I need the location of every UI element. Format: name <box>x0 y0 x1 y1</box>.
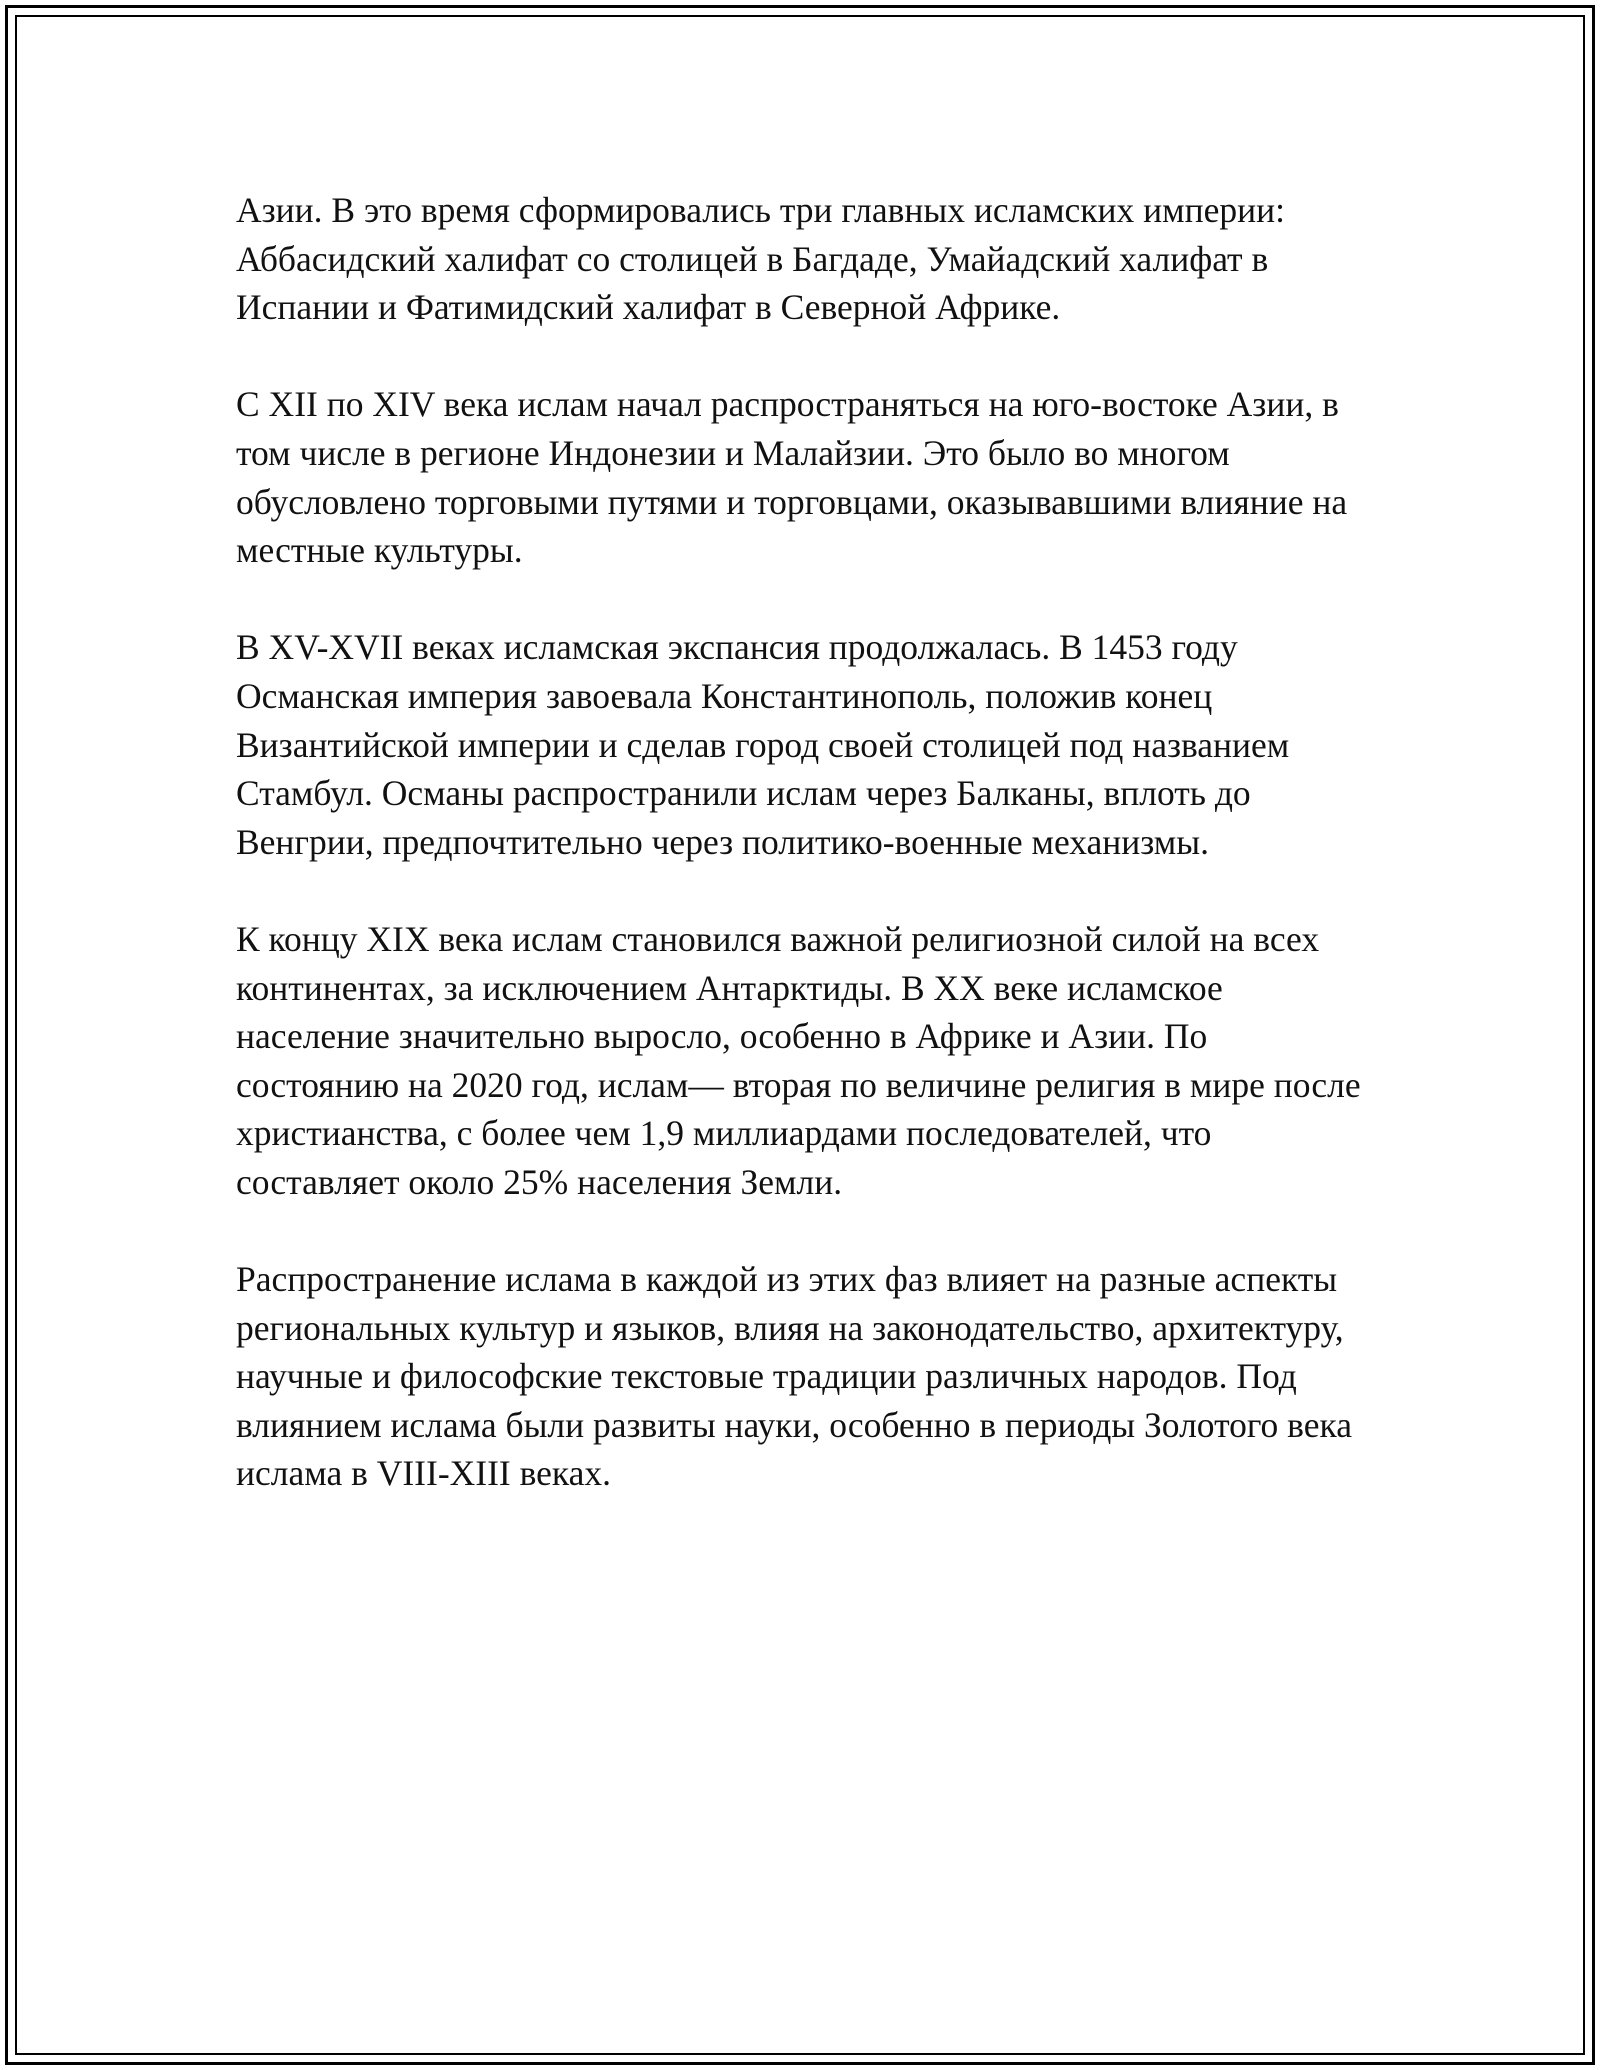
paragraph-abbasid-umayyad-fatimid: Азии. В это время сформировались три главных исламских империи: Аббасидский халифат со столицей в Багдаде, Умайадский халифат в Испании и Фатимидский халифат в Северной Африке. <box>236 190 1286 328</box>
document-body <box>236 186 1376 1498</box>
paragraph-modern-era: К концу XIX века ислам становился важной религиозной силой на всех континентах, за исключением Антарктиды. В XX веке исламское население значительно выросло, особенно в Африке и Азии. По состоянию на 2020 год, ислам— вторая по величине религия в мире после христианства, с более чем 1,9 миллиардами последователей, что составляет около 25% населения Земли. <box>236 918 1361 1202</box>
paragraph-southeast-asia: С XII по XIV века ислам начал распространяться на юго-востоке Азии, в том числе в регионе Индонезии и Малайзии. Это было во многом обусловлено торговыми путями и торговцами, оказывавшими влияние на местные культуры. <box>236 384 1348 571</box>
paragraph-cultural-influence: Распространение ислама в каждой из этих фаз влияет на разные аспекты региональных культур и языков, влияя на законодательство, архитектуру, научные и философские текстовые традиции различных народов. Под влиянием ислама были развиты науки, особенно в периоды Золотого века ислама в VIII-XIII веках. <box>236 1259 1352 1494</box>
paragraph-ottoman-expansion: В XV-XVII веках исламская экспансия продолжалась. В 1453 году Османская империя завоевала Константинополь, положив конец Византийской империи и сделав город своей столицей под названием Стамбул. Османы распространили ислам через Балканы, вплоть до Венгрии, предпочтительно через политико-военные механизмы. <box>236 627 1290 862</box>
